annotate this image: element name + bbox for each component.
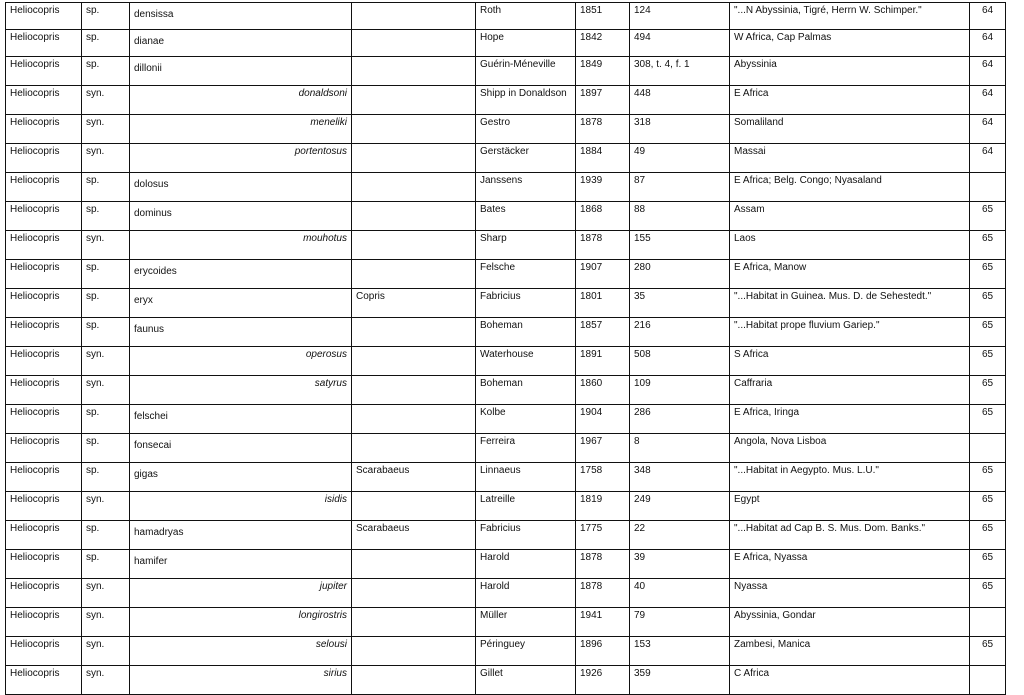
reference-cell: 64 bbox=[970, 86, 1006, 115]
table-row bbox=[6, 231, 1006, 260]
table-row bbox=[6, 30, 1006, 57]
species-name-cell: faunus bbox=[130, 318, 352, 347]
locality-cell: Egypt bbox=[730, 492, 970, 521]
page-cell: 508 bbox=[630, 347, 730, 376]
species-name-cell: jupiter bbox=[130, 579, 352, 608]
genus-cell: Heliocopris bbox=[6, 637, 82, 666]
species-name-cell: dianae bbox=[130, 30, 352, 57]
original-genus-cell bbox=[352, 347, 476, 376]
reference-cell: 65 bbox=[970, 289, 1006, 318]
status-cell: sp. bbox=[82, 57, 130, 86]
reference-cell bbox=[970, 434, 1006, 463]
original-genus-cell bbox=[352, 434, 476, 463]
page-cell: 249 bbox=[630, 492, 730, 521]
author-cell: Bates bbox=[476, 202, 576, 231]
locality-cell: S Africa bbox=[730, 347, 970, 376]
status-cell: syn. bbox=[82, 86, 130, 115]
table-row bbox=[6, 173, 1006, 202]
original-genus-cell: Copris bbox=[352, 289, 476, 318]
original-genus-cell bbox=[352, 30, 476, 57]
reference-cell bbox=[970, 173, 1006, 202]
reference-cell: 64 bbox=[970, 57, 1006, 86]
author-cell: Gillet bbox=[476, 666, 576, 695]
status-cell: sp. bbox=[82, 202, 130, 231]
author-cell: Shipp in Donaldson bbox=[476, 86, 576, 115]
species-name-cell: hamifer bbox=[130, 550, 352, 579]
year-cell: 1884 bbox=[576, 144, 630, 173]
page-cell: 8 bbox=[630, 434, 730, 463]
locality-cell: C Africa bbox=[730, 666, 970, 695]
author-cell: Harold bbox=[476, 550, 576, 579]
page-cell: 109 bbox=[630, 376, 730, 405]
page-cell: 35 bbox=[630, 289, 730, 318]
original-genus-cell bbox=[352, 202, 476, 231]
locality-cell: Abyssinia, Gondar bbox=[730, 608, 970, 637]
reference-cell: 65 bbox=[970, 405, 1006, 434]
year-cell: 1842 bbox=[576, 30, 630, 57]
species-name-cell: eryx bbox=[130, 289, 352, 318]
author-cell: Boheman bbox=[476, 318, 576, 347]
status-cell: syn. bbox=[82, 608, 130, 637]
page-cell: 22 bbox=[630, 521, 730, 550]
locality-cell: "...N Abyssinia, Tigré, Herrn W. Schimper." bbox=[730, 3, 970, 30]
status-cell: sp. bbox=[82, 550, 130, 579]
author-cell: Guérin-Méneville bbox=[476, 57, 576, 86]
species-name-cell: densissa bbox=[130, 3, 352, 30]
page-cell: 280 bbox=[630, 260, 730, 289]
author-cell: Ferreira bbox=[476, 434, 576, 463]
table-row bbox=[6, 666, 1006, 695]
page-cell: 87 bbox=[630, 173, 730, 202]
year-cell: 1939 bbox=[576, 173, 630, 202]
page-cell: 494 bbox=[630, 30, 730, 57]
species-name-cell: dillonii bbox=[130, 57, 352, 86]
status-cell: syn. bbox=[82, 376, 130, 405]
original-genus-cell bbox=[352, 86, 476, 115]
original-genus-cell bbox=[352, 492, 476, 521]
species-name-cell: hamadryas bbox=[130, 521, 352, 550]
status-cell: syn. bbox=[82, 579, 130, 608]
reference-cell: 65 bbox=[970, 521, 1006, 550]
status-cell: syn. bbox=[82, 666, 130, 695]
table-row bbox=[6, 202, 1006, 231]
genus-cell: Heliocopris bbox=[6, 666, 82, 695]
author-cell: Linnaeus bbox=[476, 463, 576, 492]
original-genus-cell bbox=[352, 376, 476, 405]
locality-cell: "...Habitat in Aegypto. Mus. L.U." bbox=[730, 463, 970, 492]
year-cell: 1907 bbox=[576, 260, 630, 289]
author-cell: Harold bbox=[476, 579, 576, 608]
genus-cell: Heliocopris bbox=[6, 376, 82, 405]
year-cell: 1857 bbox=[576, 318, 630, 347]
table-row bbox=[6, 608, 1006, 637]
reference-cell: 65 bbox=[970, 492, 1006, 521]
original-genus-cell bbox=[352, 637, 476, 666]
original-genus-cell bbox=[352, 318, 476, 347]
locality-cell: "...Habitat in Guinea. Mus. D. de Sehestedt." bbox=[730, 289, 970, 318]
genus-cell: Heliocopris bbox=[6, 521, 82, 550]
reference-cell: 64 bbox=[970, 30, 1006, 57]
status-cell: syn. bbox=[82, 231, 130, 260]
table-row bbox=[6, 579, 1006, 608]
original-genus-cell bbox=[352, 608, 476, 637]
species-name-cell: mouhotus bbox=[130, 231, 352, 260]
author-cell: Müller bbox=[476, 608, 576, 637]
table-row bbox=[6, 289, 1006, 318]
original-genus-cell bbox=[352, 115, 476, 144]
species-name-cell: longirostris bbox=[130, 608, 352, 637]
status-cell: sp. bbox=[82, 434, 130, 463]
reference-cell: 65 bbox=[970, 376, 1006, 405]
table-row bbox=[6, 376, 1006, 405]
locality-cell: E Africa bbox=[730, 86, 970, 115]
author-cell: Fabricius bbox=[476, 521, 576, 550]
locality-cell: E Africa, Nyassa bbox=[730, 550, 970, 579]
species-name-cell: fonsecai bbox=[130, 434, 352, 463]
year-cell: 1891 bbox=[576, 347, 630, 376]
genus-cell: Heliocopris bbox=[6, 405, 82, 434]
year-cell: 1878 bbox=[576, 231, 630, 260]
locality-cell: Zambesi, Manica bbox=[730, 637, 970, 666]
author-cell: Boheman bbox=[476, 376, 576, 405]
locality-cell: Laos bbox=[730, 231, 970, 260]
status-cell: sp. bbox=[82, 463, 130, 492]
status-cell: sp. bbox=[82, 173, 130, 202]
locality-cell: W Africa, Cap Palmas bbox=[730, 30, 970, 57]
year-cell: 1868 bbox=[576, 202, 630, 231]
locality-cell: E Africa, Manow bbox=[730, 260, 970, 289]
genus-cell: Heliocopris bbox=[6, 57, 82, 86]
status-cell: sp. bbox=[82, 405, 130, 434]
year-cell: 1878 bbox=[576, 115, 630, 144]
locality-cell: Massai bbox=[730, 144, 970, 173]
original-genus-cell bbox=[352, 405, 476, 434]
reference-cell: 65 bbox=[970, 550, 1006, 579]
locality-cell: "...Habitat ad Cap B. S. Mus. Dom. Banks." bbox=[730, 521, 970, 550]
author-cell: Roth bbox=[476, 3, 576, 30]
genus-cell: Heliocopris bbox=[6, 115, 82, 144]
page-cell: 286 bbox=[630, 405, 730, 434]
genus-cell: Heliocopris bbox=[6, 550, 82, 579]
genus-cell: Heliocopris bbox=[6, 3, 82, 30]
reference-cell: 64 bbox=[970, 144, 1006, 173]
species-name-cell: sirius bbox=[130, 666, 352, 695]
status-cell: syn. bbox=[82, 637, 130, 666]
table-row bbox=[6, 463, 1006, 492]
original-genus-cell bbox=[352, 260, 476, 289]
original-genus-cell bbox=[352, 231, 476, 260]
year-cell: 1941 bbox=[576, 608, 630, 637]
table-row bbox=[6, 637, 1006, 666]
genus-cell: Heliocopris bbox=[6, 492, 82, 521]
page-cell: 308, t. 4, f. 1 bbox=[630, 57, 730, 86]
locality-cell: Angola, Nova Lisboa bbox=[730, 434, 970, 463]
original-genus-cell: Scarabaeus bbox=[352, 463, 476, 492]
original-genus-cell: Scarabaeus bbox=[352, 521, 476, 550]
page-cell: 155 bbox=[630, 231, 730, 260]
locality-cell: Nyassa bbox=[730, 579, 970, 608]
reference-cell: 65 bbox=[970, 318, 1006, 347]
status-cell: syn. bbox=[82, 144, 130, 173]
table-row bbox=[6, 57, 1006, 86]
locality-cell: "...Habitat prope fluvium Gariep." bbox=[730, 318, 970, 347]
status-cell: sp. bbox=[82, 318, 130, 347]
original-genus-cell bbox=[352, 57, 476, 86]
page-cell: 124 bbox=[630, 3, 730, 30]
genus-cell: Heliocopris bbox=[6, 202, 82, 231]
genus-cell: Heliocopris bbox=[6, 30, 82, 57]
locality-cell: Somaliland bbox=[730, 115, 970, 144]
author-cell: Kolbe bbox=[476, 405, 576, 434]
author-cell: Felsche bbox=[476, 260, 576, 289]
locality-cell: Caffraria bbox=[730, 376, 970, 405]
table-row bbox=[6, 405, 1006, 434]
page-cell: 49 bbox=[630, 144, 730, 173]
genus-cell: Heliocopris bbox=[6, 434, 82, 463]
locality-cell: Assam bbox=[730, 202, 970, 231]
year-cell: 1758 bbox=[576, 463, 630, 492]
table-row bbox=[6, 434, 1006, 463]
reference-cell: 65 bbox=[970, 579, 1006, 608]
page-cell: 318 bbox=[630, 115, 730, 144]
table-row bbox=[6, 3, 1006, 30]
original-genus-cell bbox=[352, 550, 476, 579]
page-cell: 88 bbox=[630, 202, 730, 231]
genus-cell: Heliocopris bbox=[6, 144, 82, 173]
species-name-cell: donaldsoni bbox=[130, 86, 352, 115]
status-cell: syn. bbox=[82, 115, 130, 144]
species-name-cell: selousi bbox=[130, 637, 352, 666]
table-row bbox=[6, 86, 1006, 115]
year-cell: 1860 bbox=[576, 376, 630, 405]
author-cell: Gerstäcker bbox=[476, 144, 576, 173]
year-cell: 1819 bbox=[576, 492, 630, 521]
genus-cell: Heliocopris bbox=[6, 463, 82, 492]
page-cell: 39 bbox=[630, 550, 730, 579]
year-cell: 1897 bbox=[576, 86, 630, 115]
genus-cell: Heliocopris bbox=[6, 260, 82, 289]
genus-cell: Heliocopris bbox=[6, 347, 82, 376]
genus-cell: Heliocopris bbox=[6, 289, 82, 318]
reference-cell: 64 bbox=[970, 115, 1006, 144]
author-cell: Sharp bbox=[476, 231, 576, 260]
reference-cell: 64 bbox=[970, 3, 1006, 30]
species-name-cell: isidis bbox=[130, 492, 352, 521]
table-row bbox=[6, 492, 1006, 521]
species-table bbox=[5, 2, 1006, 695]
page-cell: 216 bbox=[630, 318, 730, 347]
page-cell: 40 bbox=[630, 579, 730, 608]
year-cell: 1849 bbox=[576, 57, 630, 86]
status-cell: syn. bbox=[82, 347, 130, 376]
reference-cell: 65 bbox=[970, 637, 1006, 666]
original-genus-cell bbox=[352, 173, 476, 202]
page-cell: 448 bbox=[630, 86, 730, 115]
year-cell: 1801 bbox=[576, 289, 630, 318]
status-cell: sp. bbox=[82, 289, 130, 318]
author-cell: Waterhouse bbox=[476, 347, 576, 376]
table-row bbox=[6, 318, 1006, 347]
status-cell: syn. bbox=[82, 492, 130, 521]
page-cell: 153 bbox=[630, 637, 730, 666]
table-row bbox=[6, 260, 1006, 289]
year-cell: 1896 bbox=[576, 637, 630, 666]
status-cell: sp. bbox=[82, 521, 130, 550]
table-body bbox=[6, 3, 1006, 695]
year-cell: 1926 bbox=[576, 666, 630, 695]
reference-cell: 65 bbox=[970, 347, 1006, 376]
author-cell: Janssens bbox=[476, 173, 576, 202]
original-genus-cell bbox=[352, 3, 476, 30]
species-name-cell: felschei bbox=[130, 405, 352, 434]
genus-cell: Heliocopris bbox=[6, 86, 82, 115]
species-name-cell: satyrus bbox=[130, 376, 352, 405]
locality-cell: E Africa, Iringa bbox=[730, 405, 970, 434]
author-cell: Latreille bbox=[476, 492, 576, 521]
reference-cell: 65 bbox=[970, 202, 1006, 231]
status-cell: sp. bbox=[82, 3, 130, 30]
author-cell: Gestro bbox=[476, 115, 576, 144]
reference-cell bbox=[970, 608, 1006, 637]
genus-cell: Heliocopris bbox=[6, 231, 82, 260]
species-name-cell: meneliki bbox=[130, 115, 352, 144]
species-name-cell: operosus bbox=[130, 347, 352, 376]
species-name-cell: erycoides bbox=[130, 260, 352, 289]
genus-cell: Heliocopris bbox=[6, 579, 82, 608]
reference-cell: 65 bbox=[970, 260, 1006, 289]
page-cell: 79 bbox=[630, 608, 730, 637]
original-genus-cell bbox=[352, 579, 476, 608]
page-cell: 348 bbox=[630, 463, 730, 492]
table-row bbox=[6, 521, 1006, 550]
species-name-cell: portentosus bbox=[130, 144, 352, 173]
year-cell: 1775 bbox=[576, 521, 630, 550]
original-genus-cell bbox=[352, 666, 476, 695]
genus-cell: Heliocopris bbox=[6, 173, 82, 202]
status-cell: sp. bbox=[82, 30, 130, 57]
species-name-cell: dolosus bbox=[130, 173, 352, 202]
year-cell: 1851 bbox=[576, 3, 630, 30]
genus-cell: Heliocopris bbox=[6, 608, 82, 637]
table-row bbox=[6, 115, 1006, 144]
reference-cell: 65 bbox=[970, 463, 1006, 492]
year-cell: 1878 bbox=[576, 550, 630, 579]
year-cell: 1878 bbox=[576, 579, 630, 608]
original-genus-cell bbox=[352, 144, 476, 173]
species-name-cell: dominus bbox=[130, 202, 352, 231]
status-cell: sp. bbox=[82, 260, 130, 289]
species-name-cell: gigas bbox=[130, 463, 352, 492]
author-cell: Fabricius bbox=[476, 289, 576, 318]
table-row bbox=[6, 550, 1006, 579]
table-row bbox=[6, 347, 1006, 376]
table-row bbox=[6, 144, 1006, 173]
author-cell: Hope bbox=[476, 30, 576, 57]
genus-cell: Heliocopris bbox=[6, 318, 82, 347]
author-cell: Péringuey bbox=[476, 637, 576, 666]
locality-cell: Abyssinia bbox=[730, 57, 970, 86]
year-cell: 1967 bbox=[576, 434, 630, 463]
page-cell: 359 bbox=[630, 666, 730, 695]
reference-cell bbox=[970, 666, 1006, 695]
reference-cell: 65 bbox=[970, 231, 1006, 260]
locality-cell: E Africa; Belg. Congo; Nyasaland bbox=[730, 173, 970, 202]
year-cell: 1904 bbox=[576, 405, 630, 434]
